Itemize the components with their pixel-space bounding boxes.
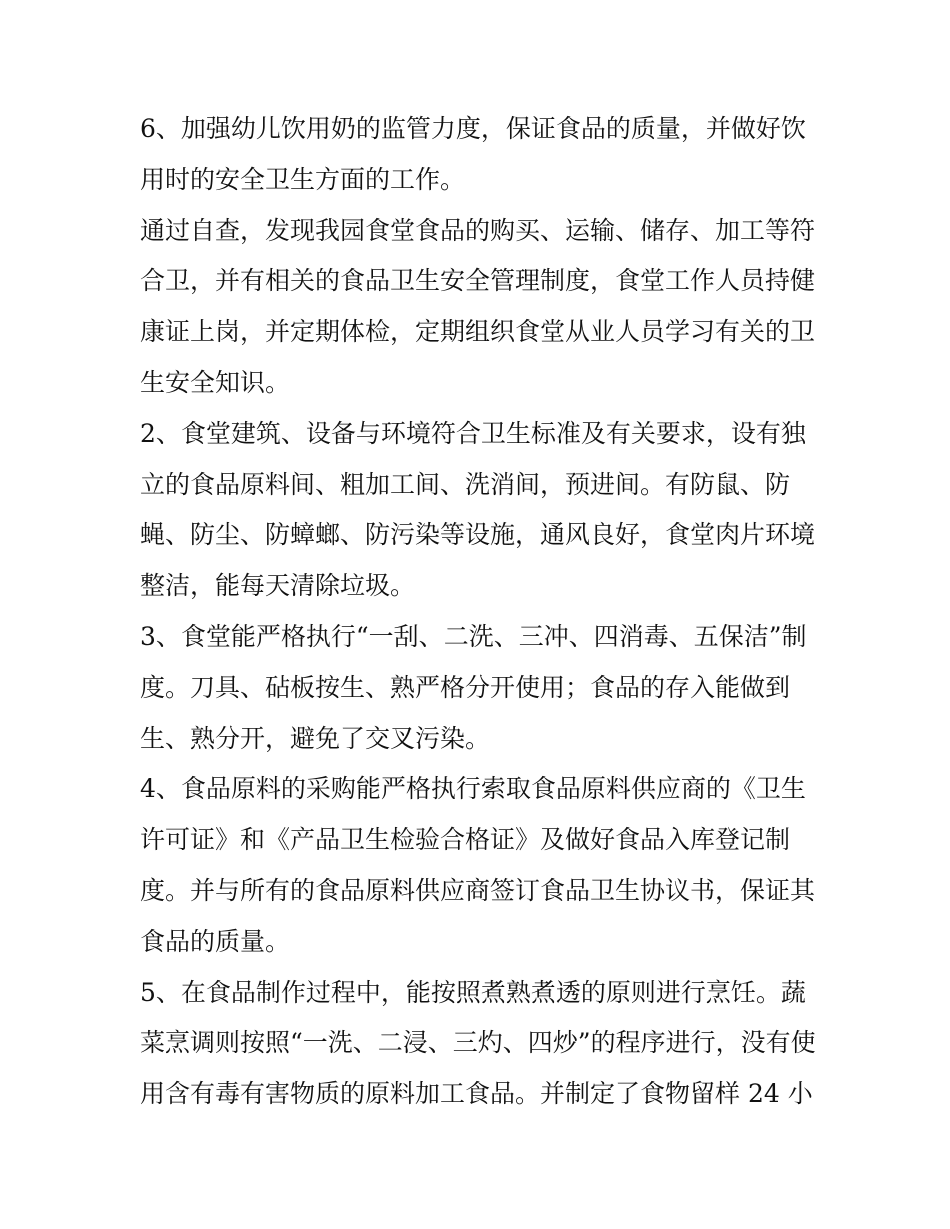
paragraph-item-4	[140, 764, 820, 967]
paragraph-self-inspection	[140, 206, 820, 409]
text-line: 菜烹调则按照“一洗、二浸、三灼、四炒”的程序进行，没有使	[140, 1028, 816, 1058]
text-line: 生安全知识。	[140, 367, 291, 397]
text-line: 3、食堂能严格执行“一刮、二洗、三冲、四消毒、五保洁”制	[140, 621, 807, 651]
text-line: 整洁，能每天清除垃圾。	[140, 571, 416, 601]
paragraph-item-2	[140, 409, 820, 612]
text-line: 4、食品原料的采购能严格执行索取食品原料供应商的《卫生	[140, 774, 806, 804]
text-line: 蝇、防尘、防蟑螂、防污染等设施，通风良好，食堂肉片环境	[140, 520, 816, 550]
paragraph-item-5	[140, 968, 820, 1120]
text-line: 2、食堂建筑、设备与环境符合卫生标准及有关要求，设有独	[140, 418, 806, 448]
text-line: 食品的质量。	[140, 926, 291, 956]
text-line: 合卫，并有相关的食品卫生安全管理制度，食堂工作人员持健	[140, 266, 816, 296]
text-line: 度。刀具、砧板按生、熟严格分开使用；食品的存入能做到	[140, 672, 791, 702]
text-line: 用时的安全卫生方面的工作。	[140, 164, 466, 194]
text-line: 许可证》和《产品卫生检验合格证》及做好食品入库登记制	[140, 825, 791, 855]
document-body	[140, 104, 820, 1120]
text-line: 用含有毒有害物质的原料加工食品。并制定了食物留样 24 小	[140, 1079, 813, 1109]
paragraph-item-6	[140, 104, 820, 206]
text-line: 生、熟分开，避免了交叉污染。	[140, 723, 491, 753]
text-line: 度。并与所有的食品原料供应商签订食品卫生协议书，保证其	[140, 875, 816, 905]
text-line: 康证上岗，并定期体检，定期组织食堂从业人员学习有关的卫	[140, 317, 816, 347]
text-line: 立的食品原料间、粗加工间、洗消间，预进间。有防鼠、防	[140, 469, 791, 499]
text-line: 通过自查，发现我园食堂食品的购买、运输、储存、加工等符	[140, 215, 816, 245]
text-line: 5、在食品制作过程中，能按照煮熟煮透的原则进行烹饪。蔬	[140, 977, 806, 1007]
paragraph-item-3	[140, 612, 820, 764]
text-line: 6、加强幼儿饮用奶的监管力度，保证食品的质量，并做好饮	[140, 114, 806, 143]
